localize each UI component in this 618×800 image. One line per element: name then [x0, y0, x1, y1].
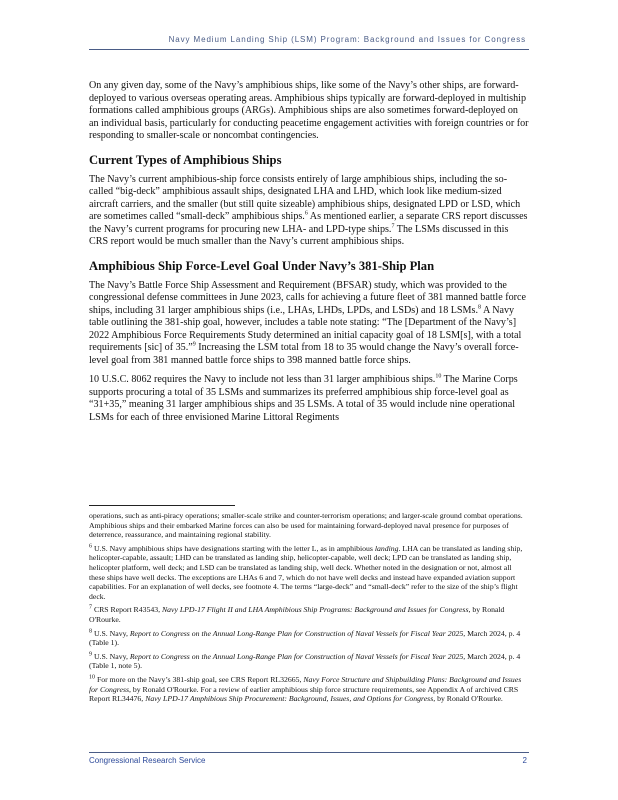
- footnote-text: , March 2024, p. 4 (Table 1, note 5).: [89, 651, 521, 671]
- paragraph-bfsar: [89, 280, 529, 368]
- footnote-8: [89, 629, 529, 648]
- paragraph-text: The LSMs discussed in this CRS report would be much smaller than the Navy’s current amphibious ships.: [89, 223, 509, 247]
- footnote-italic: Navy LPD-17 Flight II and LHA Amphibious Ship Programs: Background and Issues for Congress: [161, 605, 469, 615]
- footnote-ref-6[interactable]: 6: [304, 210, 308, 217]
- footnote-text: For more on the Navy’s 381-ship goal, see CRS Report RL32665,: [95, 674, 304, 684]
- footnote-italic: Report to Congress on the Annual Long-Range Plan for Construction of Naval Vessels for Fiscal Year 2025: [129, 628, 464, 638]
- running-header: Navy Medium Landing Ship (LSM) Program: Background and Issues for Congress: [168, 35, 526, 44]
- paragraph-text: As mentioned earlier, a separate CRS report discusses the Navy’s current programs for procuring new LHA- and LPD-type ships.: [89, 211, 528, 235]
- footnote-italic: Navy LPD-17 Amphibious Ship Procurement: Background, Issues, and Options for Congress: [145, 694, 434, 704]
- heading-current-types: Current Types of Amphibious Ships: [89, 152, 282, 167]
- footnote-7: [89, 605, 529, 624]
- paragraph-text: The Marine Corps supports procuring a total of 35 LSMs and summarizes its preferred amphibious ship force-level goal as “31+35,” meaning 31 larger amphibious ships and 35 LSMs. A total of 35 would include nine operational LSMs for each of three envisioned Marine Littoral Regiments: [89, 374, 518, 423]
- footnote-text: U.S. Navy amphibious ships have designations starting with the letter L, as in amphibious: [92, 543, 375, 553]
- paragraph-current-types: [89, 174, 529, 249]
- footnote-ref-9[interactable]: 9: [192, 341, 196, 348]
- page-number: 2: [522, 756, 527, 765]
- footnote-text: , by Ronald O'Rourke. For a review of earlier amphibious ship force structure requirements, see Appendix A of archived CRS Report RL34476,: [89, 684, 519, 704]
- paragraph-text: The Navy’s current amphibious-ship force consists entirely of large amphibious ships, including the so-called “big-deck” amphibious assault ships, designated LHA and LHD, which look like medium-sized aircraft carriers, and the smaller (but still quite sizeable) amphibious ships, designated LPD or LSD, which are sometimes called “small-deck” amphibious ships.: [89, 173, 521, 222]
- footnote-6: [89, 544, 529, 602]
- paragraph-text: The Navy’s Battle Force Ship Assessment and Requirement (BFSAR) study, which was provided to the congressional defense committees in June 2023, calls for achieving a future fleet of 381 manned battle force ships, including 31 larger amphibious ships (i.e., LHAs, LHDs, LPDs, and LSDs) and 18 LSMs.: [89, 279, 526, 316]
- footnotes: [89, 511, 529, 708]
- footnote-10: [89, 675, 529, 704]
- footnote-text: , by Ronald O'Rourke.: [433, 694, 503, 704]
- footnote-rule: [89, 505, 235, 506]
- footnote-9: [89, 652, 529, 671]
- footnote-italic: landing: [374, 543, 399, 553]
- paragraph-usc-8062: [89, 374, 529, 424]
- footnote-continuation: operations, such as anti-piracy operations; smaller-scale strike and counter-terrorism operations; and larger-scale ground combat operations. Amphibious ships and their embarked Marine forces can also be used for maintaining forward-deployed naval presence for purposes of deterrence, reassurance, and maintaining regional stability.: [89, 511, 523, 540]
- footnote-italic: Report to Congress on the Annual Long-Range Plan for Construction of Naval Vessels for Fiscal Year 2025: [129, 651, 464, 661]
- footer-publisher: Congressional Research Service: [89, 756, 206, 765]
- heading-force-level-goal: Amphibious Ship Force-Level Goal Under Navy’s 381-Ship Plan: [89, 258, 435, 273]
- footnote-text: CRS Report R43543,: [92, 605, 162, 615]
- header-rule: [89, 49, 529, 50]
- footer-rule: [89, 752, 529, 753]
- footnote-number: 9: [89, 651, 92, 658]
- footnote-ref-10[interactable]: 10: [435, 373, 442, 380]
- footnote-text: U.S. Navy,: [92, 651, 130, 661]
- footnote-text: , by Ronald O'Rourke.: [89, 605, 505, 624]
- paragraph-forward-deployment: On any given day, some of the Navy’s amphibious ships, like some of the Navy’s other ships, are forward-deployed to various overseas operating areas. Amphibious ships typically are forward-deployed in multiship formations called amphibious groups (ARGs). Amphibious ships are also sometimes forward-deployed on an individual basis, particularly for conducting peacetime engagement activities with foreign countries or for responding to smaller-scale or noncombat contingencies.: [89, 80, 529, 141]
- main-body: [89, 80, 529, 431]
- paragraph-text: 10 U.S.C. 8062 requires the Navy to include not less than 31 larger amphibious ships.: [89, 374, 436, 385]
- footnote-text: U.S. Navy,: [92, 628, 130, 638]
- footnote-text: , March 2024, p. 4 (Table 1).: [89, 628, 521, 648]
- footnote-number: 8: [89, 627, 92, 634]
- footnote-ref-7[interactable]: 7: [391, 223, 395, 230]
- footnote-number: 7: [89, 604, 92, 611]
- paragraph-text: A Navy table outlining the 381-ship goal, however, includes a table note stating: “The [Department of the Navy’s] 2022 Amphibious Force Requirements Study determined an initial capacity goal of 18 LSM[s], with a total requirements [sic] of 35.”: [89, 304, 522, 353]
- footnote-number: 6: [89, 543, 92, 550]
- footnote-ref-8[interactable]: 8: [477, 304, 481, 311]
- footnote-italic: Navy Force Structure and Shipbuilding Plans: Background and Issues for Congress: [89, 674, 522, 694]
- footnote-text: . LHA can be translated as landing ship, helicopter-capable, assault; LHD can be translated as landing ship, helicopter-capable, well deck; LPD can be translated as landing ship, helicopter platform, well deck; and LSD can be translated as landing ship, well deck. Whether noted in the designation or not, almost all these ships have well decks. The exceptions are LHAs 6 and 7, which do not have well decks and instead have expanded aviation support capabilities. For an explanation of well decks, see footnote 4. The terms “large-deck” and “small-deck” refer to the size of the ship’s flight deck.: [89, 543, 523, 601]
- paragraph-text: Increasing the LSM total from 18 to 35 would change the Navy’s overall force-level goal from 381 manned battle force ships to 398 manned battle force ships.: [89, 342, 519, 366]
- footnote-number: 10: [89, 674, 95, 681]
